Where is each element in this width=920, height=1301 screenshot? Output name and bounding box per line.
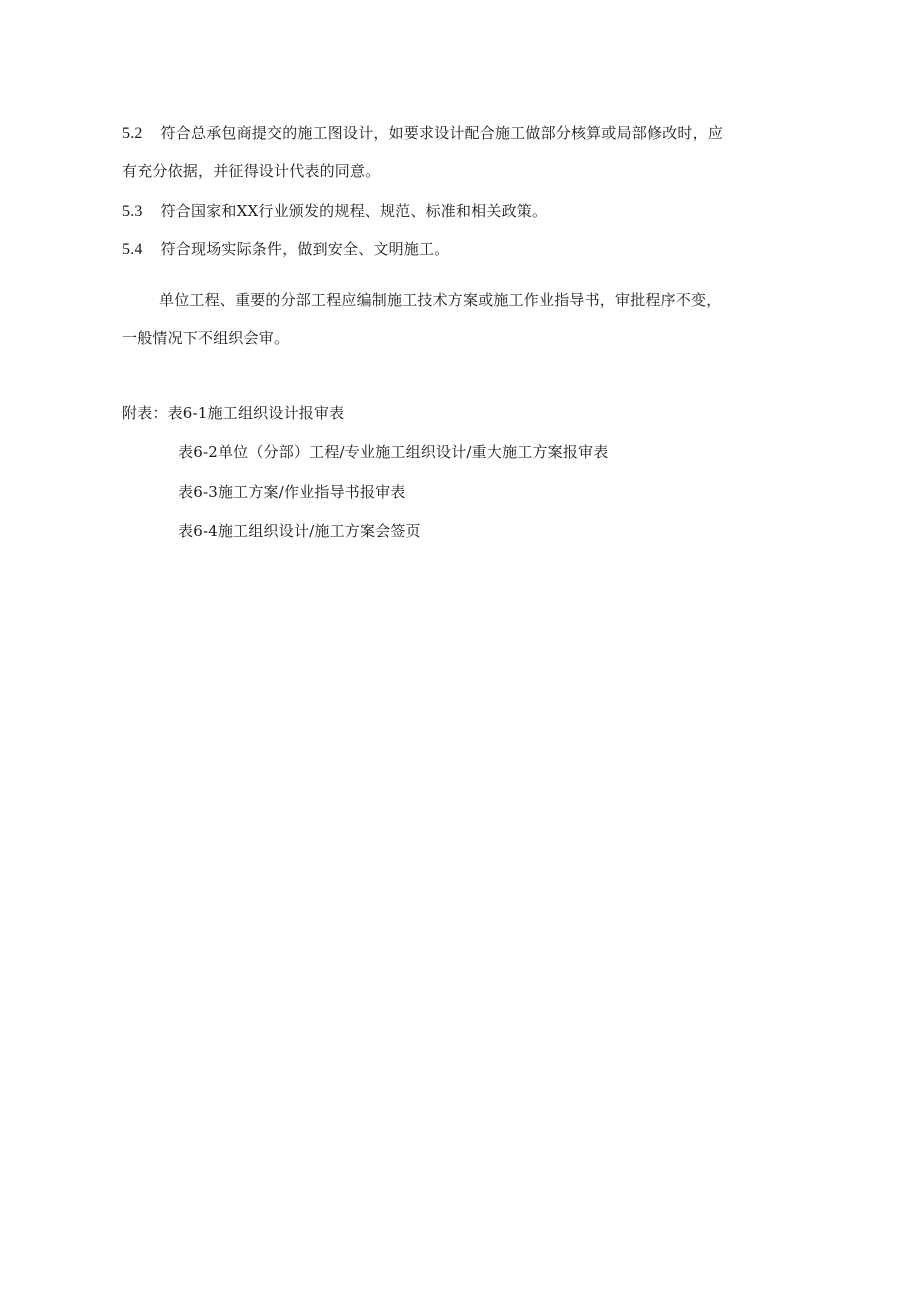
attachment-title: 表6-1施工组织设计报审表 — [167, 404, 345, 422]
attachment-title: 表6-4施工组织设计/施工方案会签页 — [178, 522, 421, 540]
attachment-item-4 — [178, 521, 421, 541]
section-5-2-line1 — [122, 123, 723, 144]
section-text-continued: 有充分依据，并征得设计代表的同意。 — [122, 162, 381, 180]
section-5-3 — [122, 201, 547, 222]
section-text: 符合总承包商提交的施工图设计，如要求设计配合施工做部分核算或局部修改时，应 — [160, 124, 724, 142]
section-text: 符合现场实际条件，做到安全、文明施工。 — [160, 240, 450, 258]
section-text: 符合国家和XX行业颁发的规程、规范、标准和相关政策。 — [160, 202, 548, 220]
paragraph-line2 — [122, 328, 289, 348]
section-number: 5.3 — [122, 203, 143, 220]
attachment-title: 表6-3施工方案/作业指导书报审表 — [178, 483, 406, 501]
paragraph-text-continued: 一般情况下不组织会审。 — [122, 329, 290, 347]
section-5-2-line2 — [122, 161, 380, 181]
attachments-label: 附表： — [122, 404, 168, 422]
section-5-4 — [122, 239, 449, 260]
section-number: 5.2 — [122, 125, 143, 142]
attachment-item-1 — [122, 403, 344, 423]
attachment-item-3 — [178, 482, 406, 502]
paragraph-text: 单位工程、重要的分部工程应编制施工技术方案或施工作业指导书，审批程序不变， — [159, 291, 722, 309]
attachment-title: 表6-2单位（分部）工程/专业施工组织设计/重大施工方案报审表 — [178, 443, 609, 461]
paragraph-line1 — [159, 290, 721, 310]
attachment-item-2 — [178, 442, 608, 462]
section-number: 5.4 — [122, 241, 143, 258]
